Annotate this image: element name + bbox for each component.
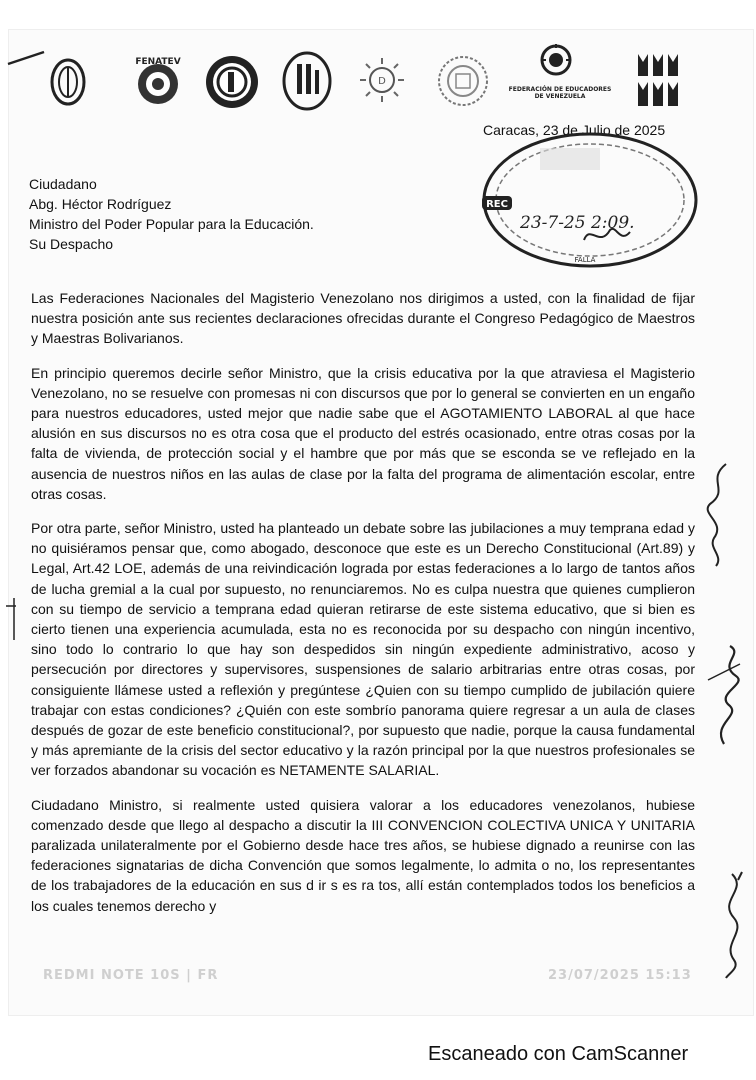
logos-row [40,48,720,118]
recipient-position: Ministro del Poder Popular para la Educación. [29,216,314,232]
recipient-title: Ciudadano [29,176,97,192]
recipient-office: Su Despacho [29,236,114,252]
logo-1 [48,56,88,108]
paragraph-4: Ciudadano Ministro, si realmente usted quisiera valorar a los educadores venezolanos, hubiese comenzado desde que llego al despacho a discutir la III CONVENCION COLECTIVA UNICA Y UNITARIA paralizada unilateralmente por el Gobierno desde hace tres años, se hubiese dignado a reunirse con las federaciones signatarias de dicha Convención que somos legalmente, lo admita o no, los representantes de los trabajadores de la educación en sus d ir s es ra tos, allí están contemplados todos los beneficios a los cuales tenemos derecho y [31,796,695,914]
logo-5 [358,56,406,104]
paragraph-2: En principio queremos decirle señor Ministro, que la crisis educativa por la que atraviesa el Magisterio Venezolano, no se resuelve con promesas ni con discursos que por lo general se convierten en un engaño para nuestros educadores, usted mejor que nadie sabe que el AGOTAMIENTO LABORAL al que hace alusión en sus discursos no es otra cosa que el producto del estrés ocasionado, entre otras cosas por la falta de vivienda, de protección social y el hambre que por más que se esconda se ve reflejado en la ausencia de nuestros niños en las aulas de clase por la falta del programa de alimentación escolar, entre otras cosas. [31,364,695,502]
device-watermark: REDMI NOTE 10S | FR [43,968,219,983]
letter-date: Caracas, 23 de Julio de 2025 [483,122,666,138]
svg-text:D: D [378,76,386,87]
paragraph-3: Por otra parte, señor Ministro, usted ha planteado un debate sobre las jubilaciones a muy temprana edad y no quisiéramos pensar que, como abogado, desconoce que este es un Derecho Constitucional (Art.89) y Legal, Art.42 LOE, además de una reivindicación lograda por estas federaciones a lo largo de tantos años de lucha gremial a la cual por supuesto, no renunciaremos. No es culpa nuestra que quienes cumplieron con su tiempo de servicio a temprana edad quieran retirarse de este sistema educativo, que si bien es cierto tienen una experiencia acumulada, esta no es reconocida por su despacho con ningún incentivo, sino todo lo contrario lo que hay son despedidos sin ningún expediente administrativo, acoso y persecución por directores y supervisores, suspensiones de salario arbitrarias entre otras cosas, por consiguiente llámese usted a reflexión y pregúntese ¿Quien con su tiempo cumplido de jubilación quiere trabajar con estas condiciones? ¿Quién con este sombrío panorama quiere regresar a un aula de clases después de gozar de este beneficio constitucional?, por supuesto que nadie, porque la causa fundamental y más apremiante de la crisis del sector educativo y la razón principal por la que nuestros profesionales se ver forzados abandonar su vocación es NETAMENTE SALARIAL. [31,520,695,779]
timestamp-watermark: 23/07/2025 15:13 [548,968,692,983]
svg-text:FALLA: FALLA [574,256,596,264]
logo-fev-caption: FEDERACIÓN DE EDUCADORES DE VENEZUELA [508,86,612,100]
svg-text:FENATEV: FENATEV [135,57,181,67]
signature-2-icon [700,640,750,750]
letter-body [31,288,695,930]
svg-text:23-7-25 2:09.: 23-7-25 2:09. [520,213,635,233]
reception-stamp [480,128,700,273]
signature-3-icon [708,870,752,980]
svg-text:REC: REC [486,199,508,210]
paragraph-1: Las Federaciones Nacionales del Magisterio Venezolano nos dirigimos a usted, con la finalidad de fijar nuestra posición ante sus recientes declaraciones ofrecidas durante el Congreso Pedagógico de Maestros y Maestras Bolivarianos. [31,290,695,347]
pen-mark-icon [6,48,48,68]
logo-8 [638,54,682,108]
logo-3 [202,52,262,112]
top-margin [0,0,756,30]
scanner-label: Escaneado con CamScanner [428,1043,689,1065]
margin-bracket-icon [4,596,18,642]
signature-1-icon [696,460,736,570]
logo-4 [280,50,334,112]
logo-6 [436,54,490,108]
recipient-name: Abg. Héctor Rodríguez [29,196,172,212]
logo-fenatev [128,52,188,112]
recipient-block [29,174,314,254]
